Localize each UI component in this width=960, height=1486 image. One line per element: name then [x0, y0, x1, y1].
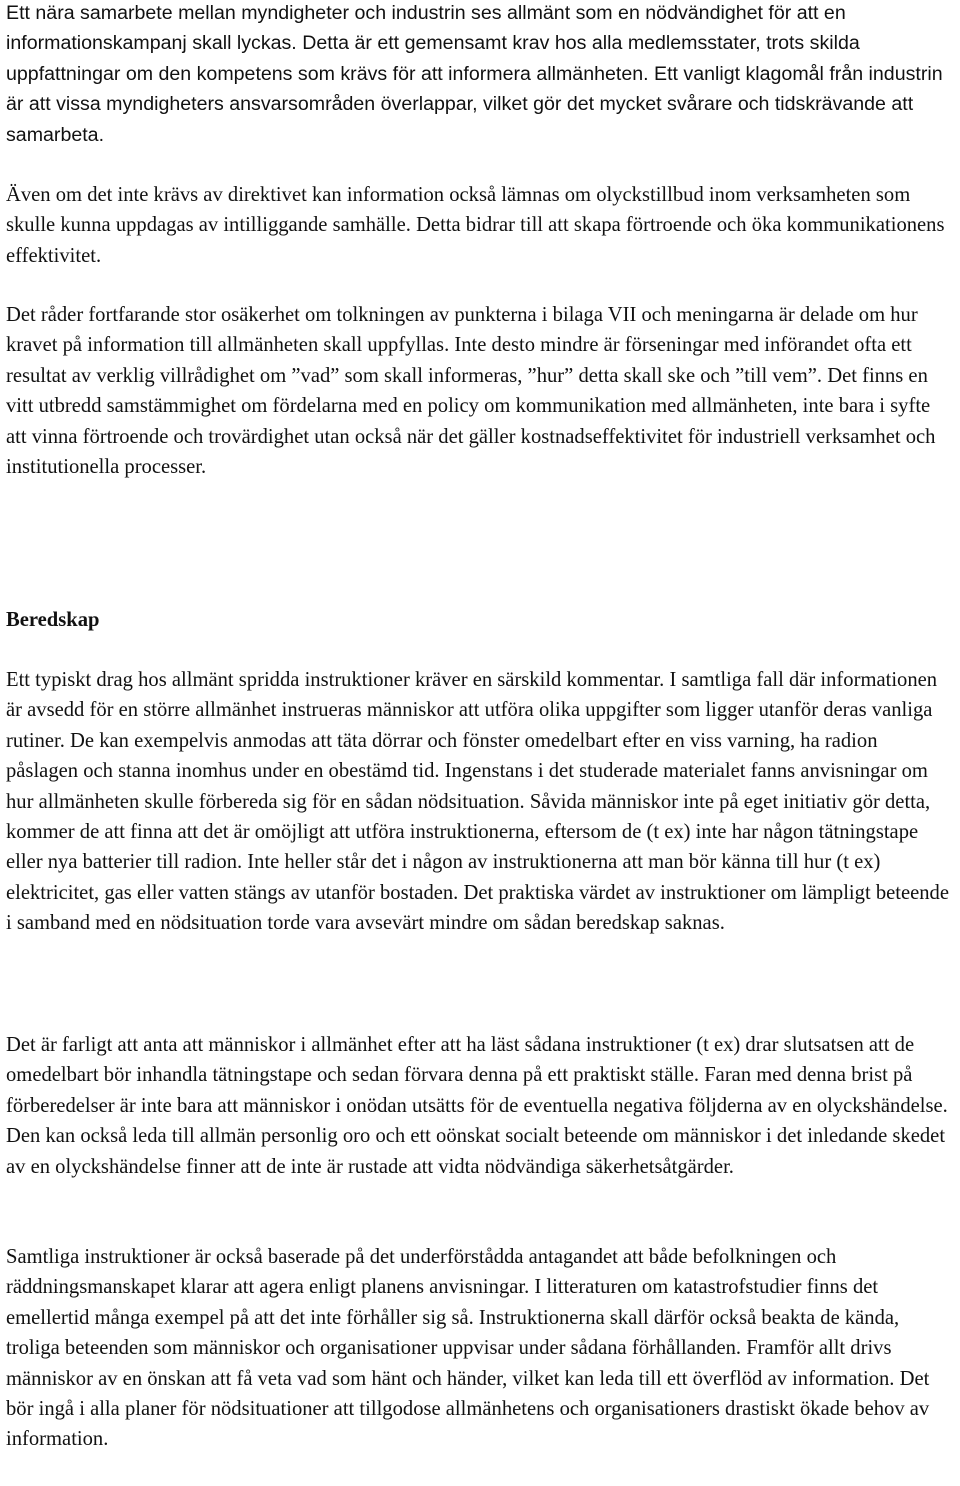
paragraph-text-a: Det råder fortfarande stor osäkerhet om tolkningen av punkterna i bilaga VII och meningarna är delade om hur kravet på information till allmänheten skall uppfyllas. — [6, 304, 918, 357]
paragraph-text-b: Inte desto mindre är förseningar med införandet ofta ett resultat av verklig villrådighet om ”vad” som skall informeras, ”hur” detta skall ske och ”till vem”. — [6, 334, 912, 387]
paragraph-assumptions: Samtliga instruktioner är också baserade på det underförstådda antagandet att både befolkningen och räddningsmanskapet klarar att agera enligt planens anvisningar. I litteraturen om katastrofstudier finns det emellertid många exempel på att det inte förhåller sig så. Instruktionerna skall därför också beakta de kända, troliga beteenden som människor och organisationer uppvisar under sådana förhållanden. Framför allt drivs människor av en önskan att få veta vad som hänt och händer, vilket kan leda till ett överflöd av information. Det bör ingå i alla planer för nödsituationer att tillgodose allmänhetens och organisationers drastiskt ökade behov av information. — [6, 1246, 930, 1451]
paragraph-danger: Det är farligt att anta att människor i allmänhet efter att ha läst sådana instruktioner (t ex) drar slutsatsen att de omedelbart bör inhandla tätningstape och sedan förvara denna på ett praktiskt ställe. Faran med denna brist på förberedelser är inte bara att människor i onödan utsätts för de eventuella negativa följderna av en olyckshändelse. Den kan också leda till allmän personlig oro och ett oönskat socialt beteende om människor i det inledande skedet av en olyckshändelse finner att de inte är rustade att vidta nödvändiga säkerhetsåtgärder. — [6, 1034, 948, 1178]
paragraph-text: Även om det inte krävs av direktivet kan information också lämnas om olyckstillbud inom verksamheten som skulle kunna uppdagas av intilliggande samhälle. Detta bidrar till att skapa förtroende och öka kommunikationens effektivitet. — [6, 184, 945, 267]
paragraph-instructions: Ett typiskt drag hos allmänt spridda instruktioner kräver en särskild kommentar. I samtliga fall där informationen är avsedd för en större allmänhet instrueras människor att utföra olika uppgifter som ligger utanför deras vanliga rutiner. De kan exempelvis anmodas att täta dörrar och fönster omedelbart efter en viss varning, ha radion påslagen och stanna inomhus under en obestämd tid. Ingenstans i det studerade materialet fanns anvisningar om hur allmänheten skulle förbereda sig för en sådan nödsituation. Såvida människor inte på eget initiativ gör detta, kommer de att finna att det är omöjligt att utföra instruktionerna, eftersom de (t ex) inte har någon tätningstape eller nya batterier till radion. Inte heller står det i någon av instruktionerna att man bör känna till hur (t ex) elektricitet, gas eller vatten stängs av utanför bostaden. Det praktiska värdet av instruktioner om lämpligt beteende i samband med en nödsituation torde vara avsevärt mindre om sådan beredskap saknas. — [6, 669, 949, 935]
paragraph-uncertainty — [6, 300, 954, 482]
section-heading: Beredskap — [6, 609, 100, 631]
paragraph-collaboration — [6, 0, 954, 150]
paragraph-text-c: Det finns en vitt utbredd samstämmighet om fördelarna med en policy om kommunikation med allmänheten, inte bara i syfte att vinna förtroende och trovärdighet utan också när det gäller kostnadseffektivitet för industriell verksamhet och institutionella processer. — [6, 364, 936, 479]
paragraph-incidents — [6, 180, 954, 271]
paragraph-text: Ett nära samarbete mellan myndigheter och industrin ses allmänt som en nödvändighet för att en informationskampanj skall lyckas. Detta är ett gemensamt krav hos alla medlemsstater, trots skilda uppfattningar om den kompetens som krävs för att informera allmänheten. Ett vanligt klagomål från industrin är att vissa myndigheters ansvarsområden överlappar, vilket gör det mycket svårare och tidskrävande att samarbeta. — [6, 2, 943, 146]
